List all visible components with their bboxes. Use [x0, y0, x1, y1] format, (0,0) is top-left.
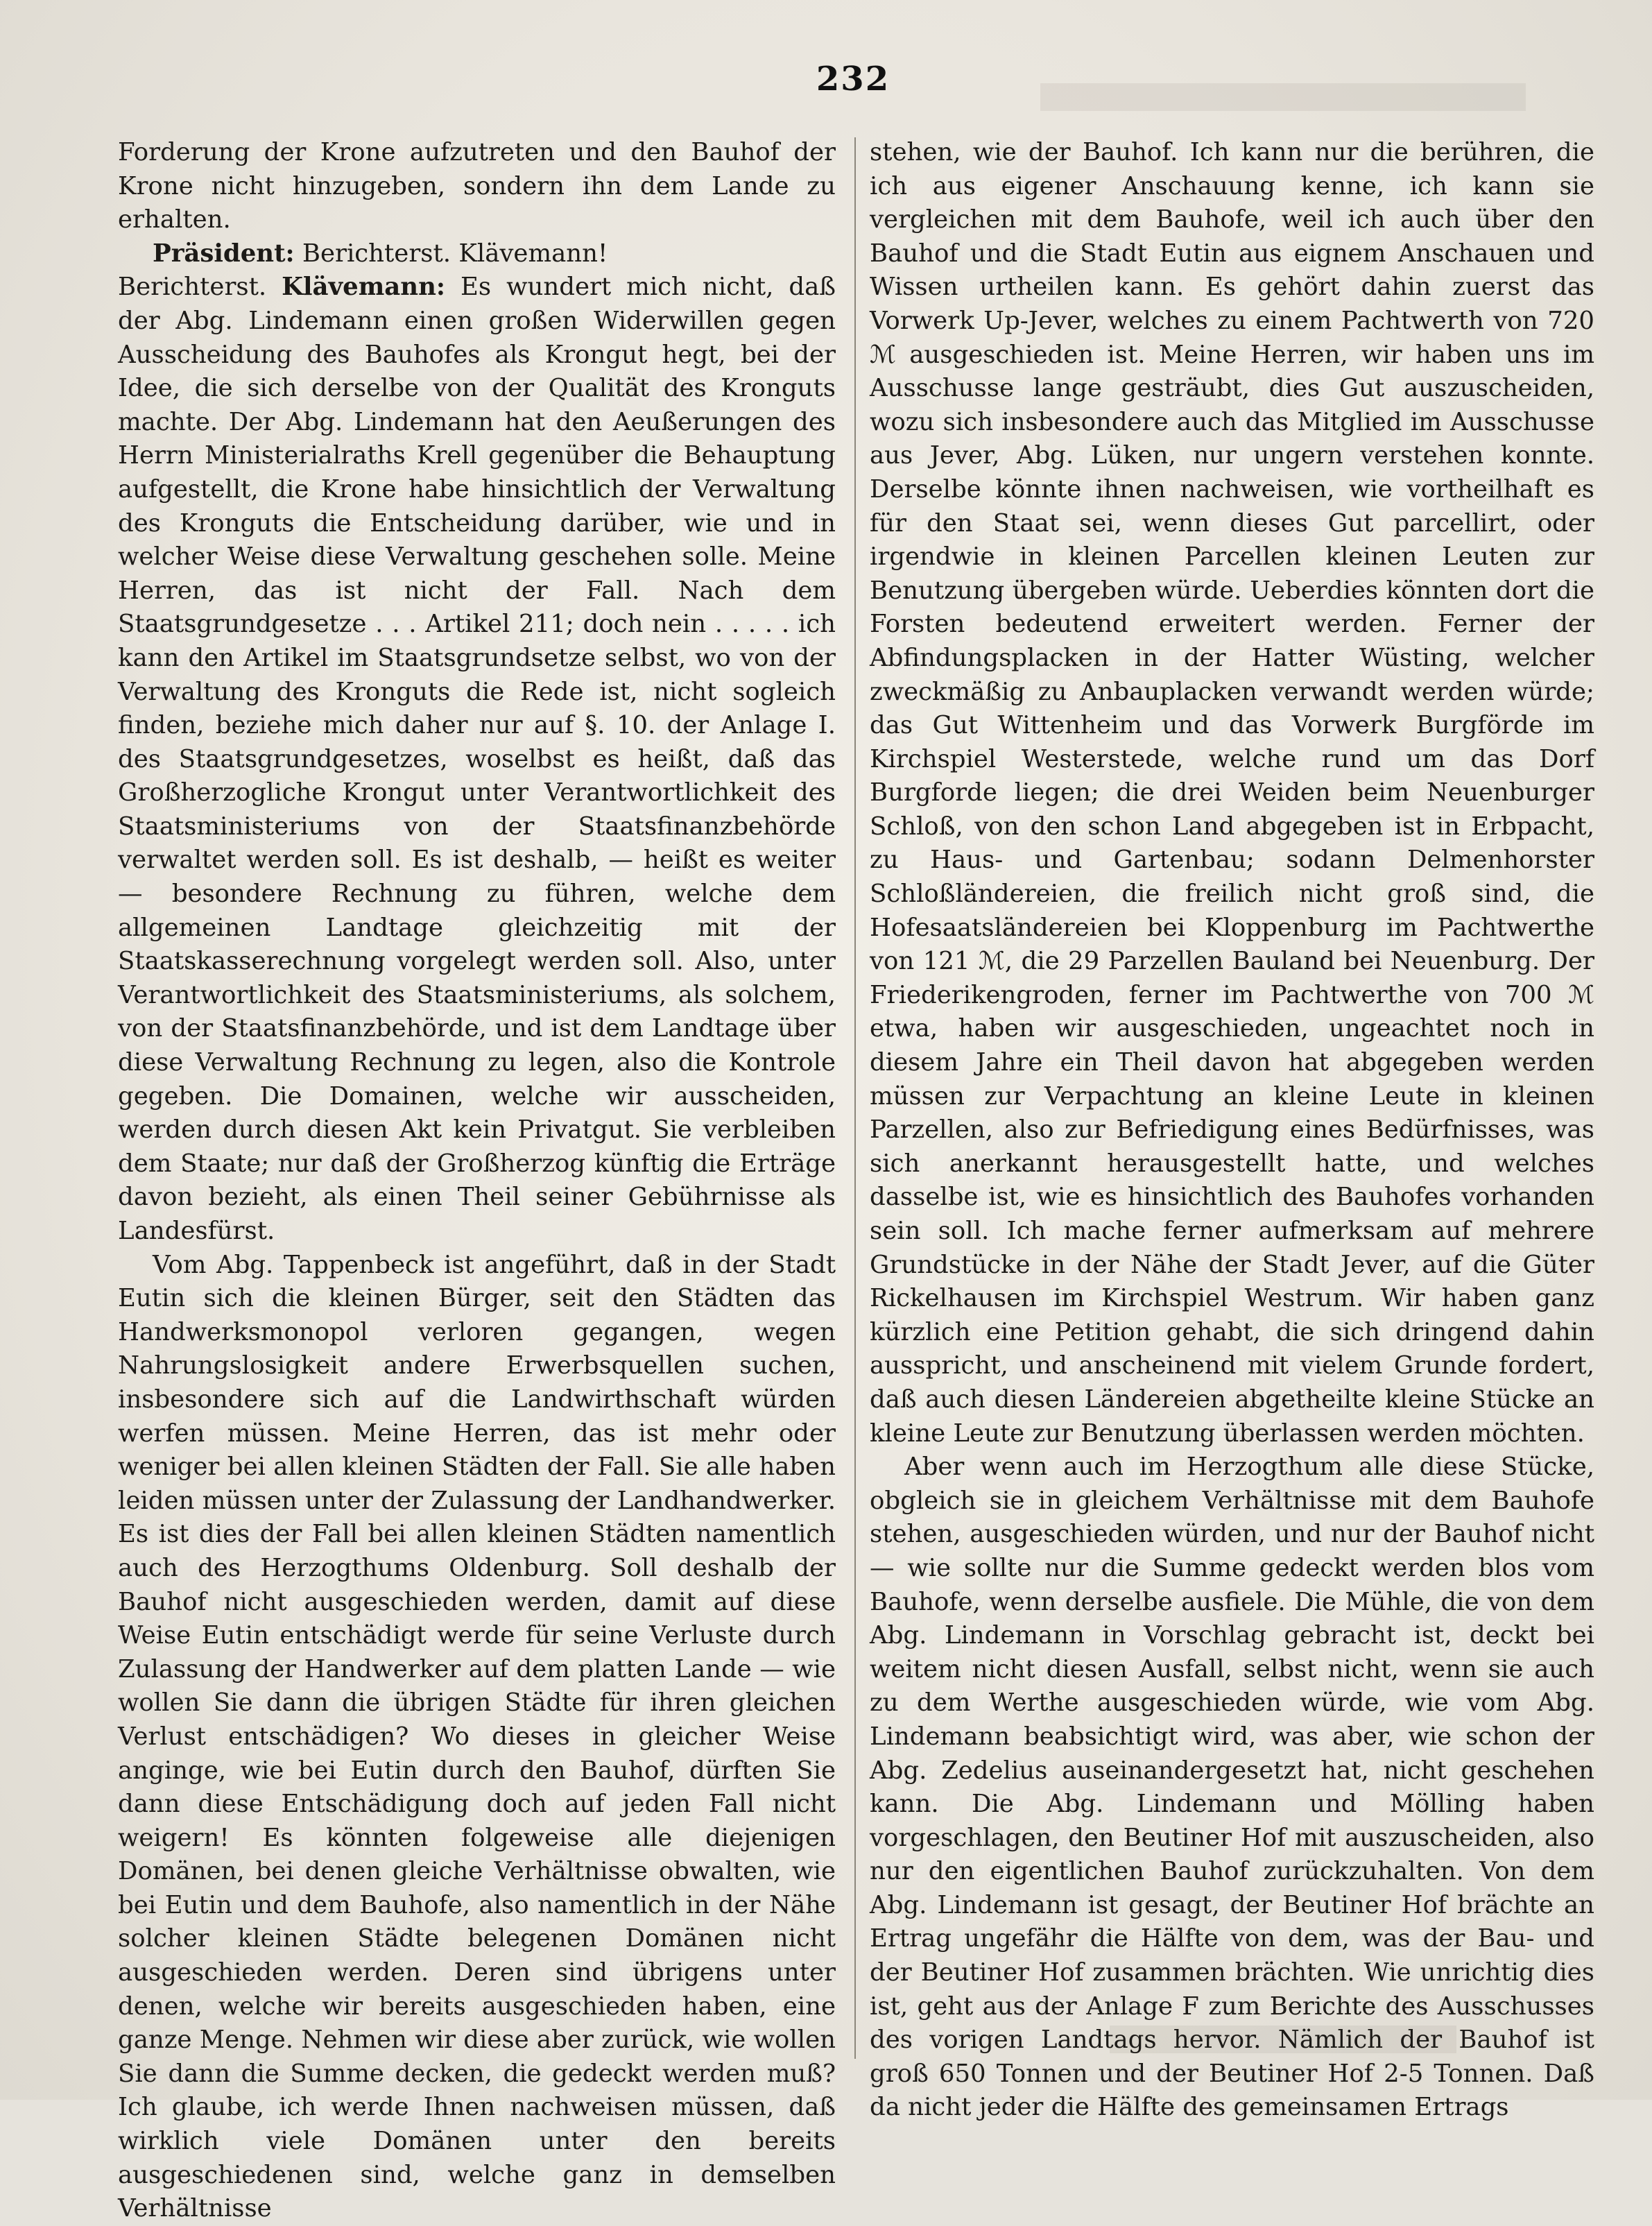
paragraph-speech-continued: Vom Abg. Tappenbeck ist angeführt, daß in der Stadt Eutin sich die kleinen Bürger, seit den Städten das Handwerksmonopol verloren gegangen, wegen Nahrungslosigkeit andere Erwerbsquellen suchen, insbesondere sich auf die Landwirthschaft würden werfen müssen. Meine Herren, das ist mehr oder weniger bei allen kleinen Städten der Fall. Sie alle haben leiden müssen unter der Zulassung der Landhandwerker. Es ist dies der Fall bei allen kleinen Städten namentlich auch des Herzogthums Oldenburg. Soll deshalb der Bauhof nicht ausgeschieden werden, damit auf diese Weise Eutin entschädigt werde für seine Verluste durch Zulassung der Handwerker auf dem platten Lande — wie wollen Sie dann die übrigen Städte für ihren gleichen Verlust entschädigen? Wo dieses in gleicher Weise anginge, wie bei Eutin durch den Bauhof, dürften Sie dann diese Entschädigung doch auf jeden Fall nicht weigern! Es könnten folgeweise alle diejenigen Domänen, bei denen gleiche Verhältnisse obwalten, wie bei Eutin und dem Bauhofe, also namentlich in der Nähe solcher kleinen Städte belegenen Domänen nicht ausgeschieden werden. Deren sind übrigens unter denen, welche wir bereits ausgeschieden haben, eine ganze Menge. Nehmen wir diese aber zurück, wie wollen Sie dann die Summe decken, die gedeckt werden muß? Ich glaube, ich werde Ihnen nachweisen müssen, daß wirklich viele Domänen unter den bereits ausgeschiedenen sind, welche ganz in demselben Verhältnisse: [118, 1250, 836, 2223]
page-number: 232: [816, 60, 890, 99]
column-divider: [854, 137, 856, 2059]
bleed-through-shadow: [1040, 83, 1526, 111]
speech-text: Es wundert mich nicht, daß der Abg. Lindemann einen großen Widerwillen gegen Ausscheidung des Bauhofes als Krongut hegt, bei der Idee, die sich derselbe von der Qualität des Kronguts machte. Der Abg. Lindemann hat den Aeußerungen des Herrn Ministerialraths Krell gegenüber die Behauptung aufgestellt, die Krone habe hinsichtlich der Verwaltung des Kronguts die Entscheidung darüber, wie und in welcher Weise diese Verwaltung geschehen solle. Meine Herren, das ist nicht der Fall. Nach dem Staatsgrundgesetze . . . Artikel 211; doch nein . . . . . ich kann den Artikel im Staatsgrundsetze selbst, wo von der Verwaltung des Kronguts die Rede ist, nicht sogleich finden, beziehe mich daher nur auf §. 10. der Anlage I. des Staatsgrundgesetzes, woselbst es heißt, daß das Großherzogliche Krongut unter Verantwortlichkeit des Staatsministeriums von der Staatsfinanzbehörde verwaltet werden soll. Es ist deshalb, — heißt es weiter — besondere Rechnung zu führen, welche dem allgemeinen Landtage gleichzeitig mit der Staatskasserechnung vorgelegt werden soll. Also, unter Verantwortlichkeit des Staatsministeriums, als solchem, von der Staatsfinanzbehörde, und ist dem Landtage über diese Verwaltung Rechnung zu legen, also die Kontrole gegeben. Die Domainen, welche wir ausscheiden, werden durch diesen Akt kein Privatgut. Sie verbleiben dem Staate; nur daß der Großherzog künftig die Erträge davon bezieht, als einen Theil seiner Gebührnisse als Landesfürst.: [118, 273, 836, 1245]
paragraph-continuation: stehen, wie der Bauhof. Ich kann nur die berühren, die ich aus eigener Anschauung kenne, ich kann sie vergleichen mit dem Bauhofe, weil ich auch über den Bauhof und die Stadt Eutin aus eignem Anschauen und Wissen urtheilen kann. Es gehört dahin zuerst das Vorwerk Up-Jever, welches zu einem Pachtwerth von 720 ℳ ausgeschieden ist. Meine Herren, wir haben uns im Ausschusse lange gesträubt, dies Gut auszuscheiden, wozu sich insbesondere auch das Mitglied im Ausschusse aus Jever, Abg. Lüken, nur ungern verstehen konnte. Derselbe könnte ihnen nachweisen, wie vortheilhaft es für den Staat sei, wenn dieses Gut parcellirt, oder irgendwie in kleinen Parcellen kleinen Leuten zur Benutzung übergeben würde. Ueberdies könnten dort die Forsten bedeutend erweitert werden. Ferner der Abfindungsplacken in der Hatter Wüsting, welcher zweckmäßig zu Anbauplacken verwandt werden würde; das Gut Wittenheim und das Vorwerk Burgförde im Kirchspiel Westerstede, welche rund um das Dorf Burgforde liegen; die drei Weiden beim Neuenburger Schloß, von den schon Land abgegeben ist in Erbpacht, zu Haus- und Gartenbau; sodann Delmenhorster Schloßländereien, die freilich nicht groß sind, die Hofesaatsländereien bei Kloppenburg im Pachtwerthe von 121 ℳ, die 29 Parzellen Bauland bei Neuenburg. Der Friederikengroden, ferner im Pachtwerthe von 700 ℳ etwa, haben wir ausgeschieden, ungeachtet noch in diesem Jahre ein Theil davon hat abgegeben werden müssen zur Verpachtung an kleine Leute in kleinen Parzellen, also zur Befriedigung eines Bedürfnisses, was sich anerkannt herausgestellt hatte, und welches dasselbe ist, wie es hinsichtlich des Bauhofes vorhanden sein soll. Ich mache ferner aufmerksam auf mehrere Grundstücke in der Nähe der Stadt Jever, auf die Güter Rickelhausen im Kirchspiel Westrum. Wir haben ganz kürzlich eine Petition gehabt, die sich dringend dahin ausspricht, und anscheinend mit vielem Grunde fordert, daß auch diesen Ländereien abgetheilte kleine Stücke an kleine Leute zur Benutzung überlassen werden möchten.: [870, 138, 1594, 1448]
speaker-name: Klävemann:: [282, 273, 446, 302]
left-column: [118, 136, 836, 2223]
speaker-title: Berichterst.: [118, 273, 282, 302]
paragraph-continuation: Forderung der Krone aufzutreten und den Bauhof der Krone nicht hinzugeben, sondern ihn dem Lande zu erhalten.: [118, 138, 836, 234]
right-column: [870, 136, 1594, 2122]
speech-text: Berichterst. Klävemann!: [294, 239, 608, 268]
paragraph-speech-klaevemann: [118, 271, 836, 1248]
paragraph-president: [118, 237, 836, 271]
speaker-name: Präsident:: [153, 239, 295, 268]
paragraph-speech-continued: Aber wenn auch im Herzogthum alle diese Stücke, obgleich sie in gleichem Verhältnisse mit dem Bauhofe stehen, ausgeschieden würden, und nur der Bauhof nicht — wie sollte nur die Summe gedeckt werden blos vom Bauhofe, wenn derselbe ausfiele. Die Mühle, die von dem Abg. Lindemann in Vorschlag gebracht ist, deckt bei weitem nicht diesen Ausfall, selbst nicht, wenn sie auch zu dem Werthe ausgeschieden würde, wie vom Abg. Lindemann beabsichtigt wird, was aber, wie schon der Abg. Zedelius auseinandergesetzt hat, nicht geschehen kann. Die Abg. Lindemann und Mölling haben vorgeschlagen, den Beutiner Hof mit auszuscheiden, also nur den eigentlichen Bauhof zurückzuhalten. Von dem Abg. Lindemann ist gesagt, der Beutiner Hof brächte an Ertrag ungefähr die Hälfte von dem, was der Bau- und der Beutiner Hof zusammen brächten. Wie unrichtig dies ist, geht aus der Anlage F zum Berichte des Ausschusses des vorigen Landtags hervor. Nämlich der Bauhof ist groß 650 Tonnen und der Beutiner Hof 2-5 Tonnen. Daß da nicht jeder die Hälfte des gemeinsamen Ertrags: [870, 1453, 1594, 2122]
